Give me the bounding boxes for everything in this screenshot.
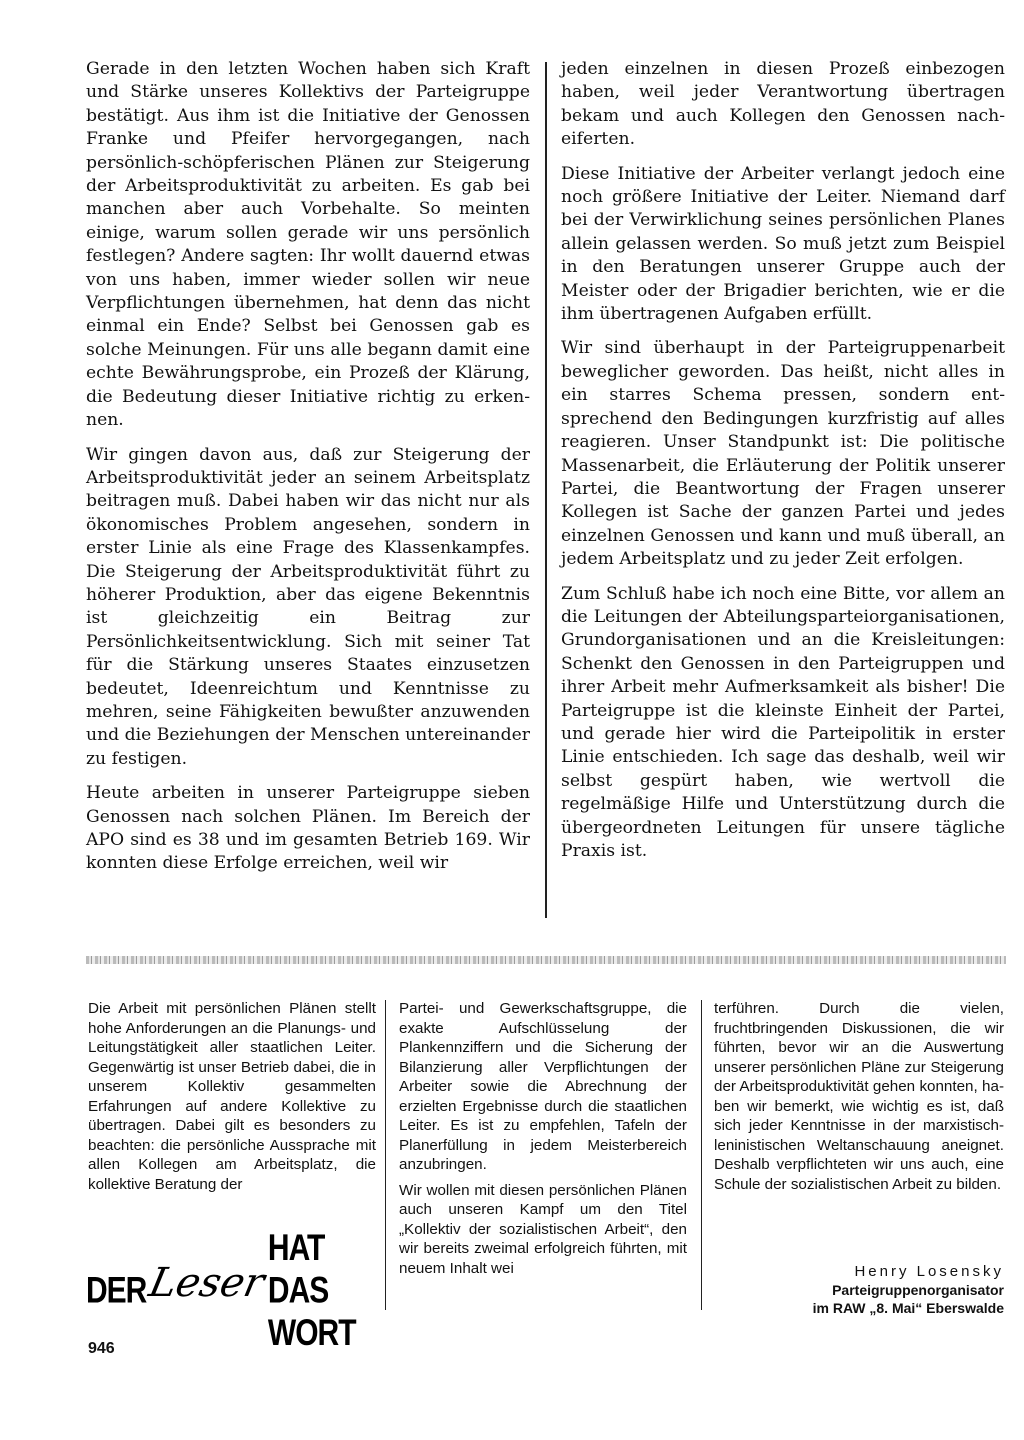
page-number: 946 — [88, 1340, 115, 1357]
paragraph: Diese Initiative der Arbeiter verlangt jedoch eine noch größere Initiative der Leiter. Niemand darf bei der Verwirklichung seines persönlichen Planes allein gelassen werden. So muß jetzt zum Beispiel in den Beratungen unserer Gruppe auch der Meister oder der Brigadier berichten, wie er die ihm übertragenen Aufgaben erfüllt. — [561, 163, 1005, 325]
article-column-left — [86, 58, 530, 887]
column-divider — [701, 1000, 702, 1310]
paragraph: Wir sind überhaupt in der Parteigruppenarbeit beweglicher geworden. Das heißt, nicht alles in ein starres Schema pressen, sondern entsprechend den Bedingungen kurzfristig auf alles reagieren. Unser Standpunkt ist: Die politische Massenarbeit, die Erläuterung der Politik unserer Partei, die Beantwortung der Fragen unserer Kollegen ist Sache der ganzen Partei und jedes einzelnen Genossen und kann und muß überall, an jedem Arbeitsplatz und zu jeder Zeit erfolgen. — [561, 338, 1005, 570]
column-divider — [545, 62, 547, 918]
column-divider — [385, 1000, 386, 1310]
author-place: im RAW „8. Mai“ Eberswalde — [812, 1300, 1004, 1316]
author-signature — [714, 1263, 1004, 1317]
letter-column-1 — [88, 999, 376, 1200]
paragraph: Zum Schluß habe ich noch eine Bitte, vor allem an die Leitungen der Abteilungsparteiorganisationen, Grundorganisationen und an die Kreisleitungen: Schenkt den Genossen in den Parteigruppen und ihrer Arbeit mehr Aufmerksamkeit als bisher! Die Parteigruppe ist die kleinste Einheit der Partei, und gerade hier wird die Parteipolitik in erster Linie entschieden. Ich sage das deshalb, weil wir selbst gespürt haben, wie wertvoll die regelmäßige Hilfe und Unterstützung durch die übergeordneten Leitungen für unsere tägliche Praxis ist. — [561, 583, 1005, 861]
paragraph: Die Arbeit mit persönlichen Plänen stellt hohe Anforderungen an die Planungs- und Leitungstätigkeit aller staatlichen Leiter. Gegenwärtig ist unser Betrieb dabei, die in unserem Kollektiv gesammelten Erfahrungen auf andere Kollektive zu übertragen. Dabei gilt es besonders zu beachten: die persönliche Aussprache mit allen Kollegen am Arbeitsplatz, die kollektive Beratung der — [88, 1000, 376, 1193]
section-divider-band — [86, 956, 1006, 964]
paragraph: Heute arbeiten in unserer Parteigruppe sieben Genossen nach solchen Plänen. Im Bereich der APO sind es 38 und im gesamten Betrieb 169. Wir konnten diese Erfolge erreichen, weil wir — [86, 783, 530, 874]
logo-script-leser: Leser — [145, 1260, 269, 1306]
paragraph: Wir wollen mit diesen persönlichen Plänen auch unseren Kampf um den Titel „Kollektiv der sozialistischen Arbeit“, den wir bereits zweimal erfolgreich führten, mit neuem Inhalt wei — [399, 1181, 687, 1277]
letter-column-3 — [714, 999, 1004, 1200]
paragraph: Wir gingen davon aus, daß zur Steigerung der Arbeitsproduktivität jeder an seinem Arbeitsplatz beitragen muß. Dabei haben wir das nicht nur als ökonomisches Problem angesehen, sondern in erster Linie als eine Frage des Klassenkampfes. Die Steigerung der Arbeitsproduktivität führt zu höherer Produktion, aber das eigene Bekenntnis ist gleichzeitig ein Beitrag zur Persönlichkeitsentwicklung. Sich mit seiner Tat für die Stärkung unseres Staates einzusetzen bedeutet, Ideenreichtum und Kenntnisse zu mehren, seine Fähigkeiten bewußter anzuwenden und die Beziehungen der Menschen untereinander zu festigen. — [86, 444, 530, 769]
paragraph: Gerade in den letzten Wochen haben sich Kraft und Stärke unseres Kollektivs der Parteigruppe bestätigt. Aus ihm ist die Initiative der Genossen Franke und Pfeifer hervorgegangen, nach persönlich-schöpferischen Plänen zur Steigerung der Arbeitsproduktivität zu arbeiten. Es gab bei manchen aber auch Vorbehalte. So meinten einige, warum sollen gerade wir uns persönlich festlegen? Andere sagten: Ihr wollt dauernd etwas von uns haben, immer wieder sollen wir neue Verpflichtungen übernehmen, hat denn das nicht einmal ein Ende? Selbst bei Genossen gab es solche Meinungen. Für uns alle begann damit eine echte Bewährungsprobe, ein Prozeß der Klärung, die Bedeutung dieser Initiative richtig zu erkennen. — [86, 59, 530, 431]
article-column-right — [561, 58, 1005, 874]
paragraph: terführen. Durch die vielen, fruchtbringenden Diskussionen, die wir führten, bevor wir an die Auswertung unserer persönlichen Pläne zur Steigerung der Arbeitsproduktivität gehen konnten, haben wir bemerkt, wie wichtig es ist, daß sich jeder Kenntnisse in der marxistisch-leninistischen Weltanschauung aneignet. Deshalb verpflichteten wir uns auch, eine Schule der sozialistischen Arbeit zu bilden. — [714, 1000, 1004, 1193]
author-role: Parteigruppenorganisator — [832, 1282, 1004, 1298]
logo-part-der: DER — [86, 1269, 147, 1311]
logo-part-hat-das-wort: HAT DAS WORT — [267, 1227, 356, 1354]
paragraph: jeden einzelnen in diesen Prozeß einbezogen haben, weil jeder Verantwortung übertragen bekam und auch Kollegen den Genossen nacheiferten. — [561, 59, 1005, 150]
author-name: Henry Losensky — [854, 1263, 1004, 1280]
paragraph: Partei- und Gewerkschaftsgruppe, die exakte Aufschlüsselung der Plankennziffern und die Sicherung der Bilanzierung aller Verpflichtungen der Arbeiter sowie die Abrechnung der erzielten Ergebnisse durch die staatlichen Leiter. Es ist zu empfehlen, Tafeln der Planerfüllung in jedem Meisterbereich anzubringen. — [399, 1000, 687, 1173]
letter-column-2 — [399, 999, 687, 1284]
